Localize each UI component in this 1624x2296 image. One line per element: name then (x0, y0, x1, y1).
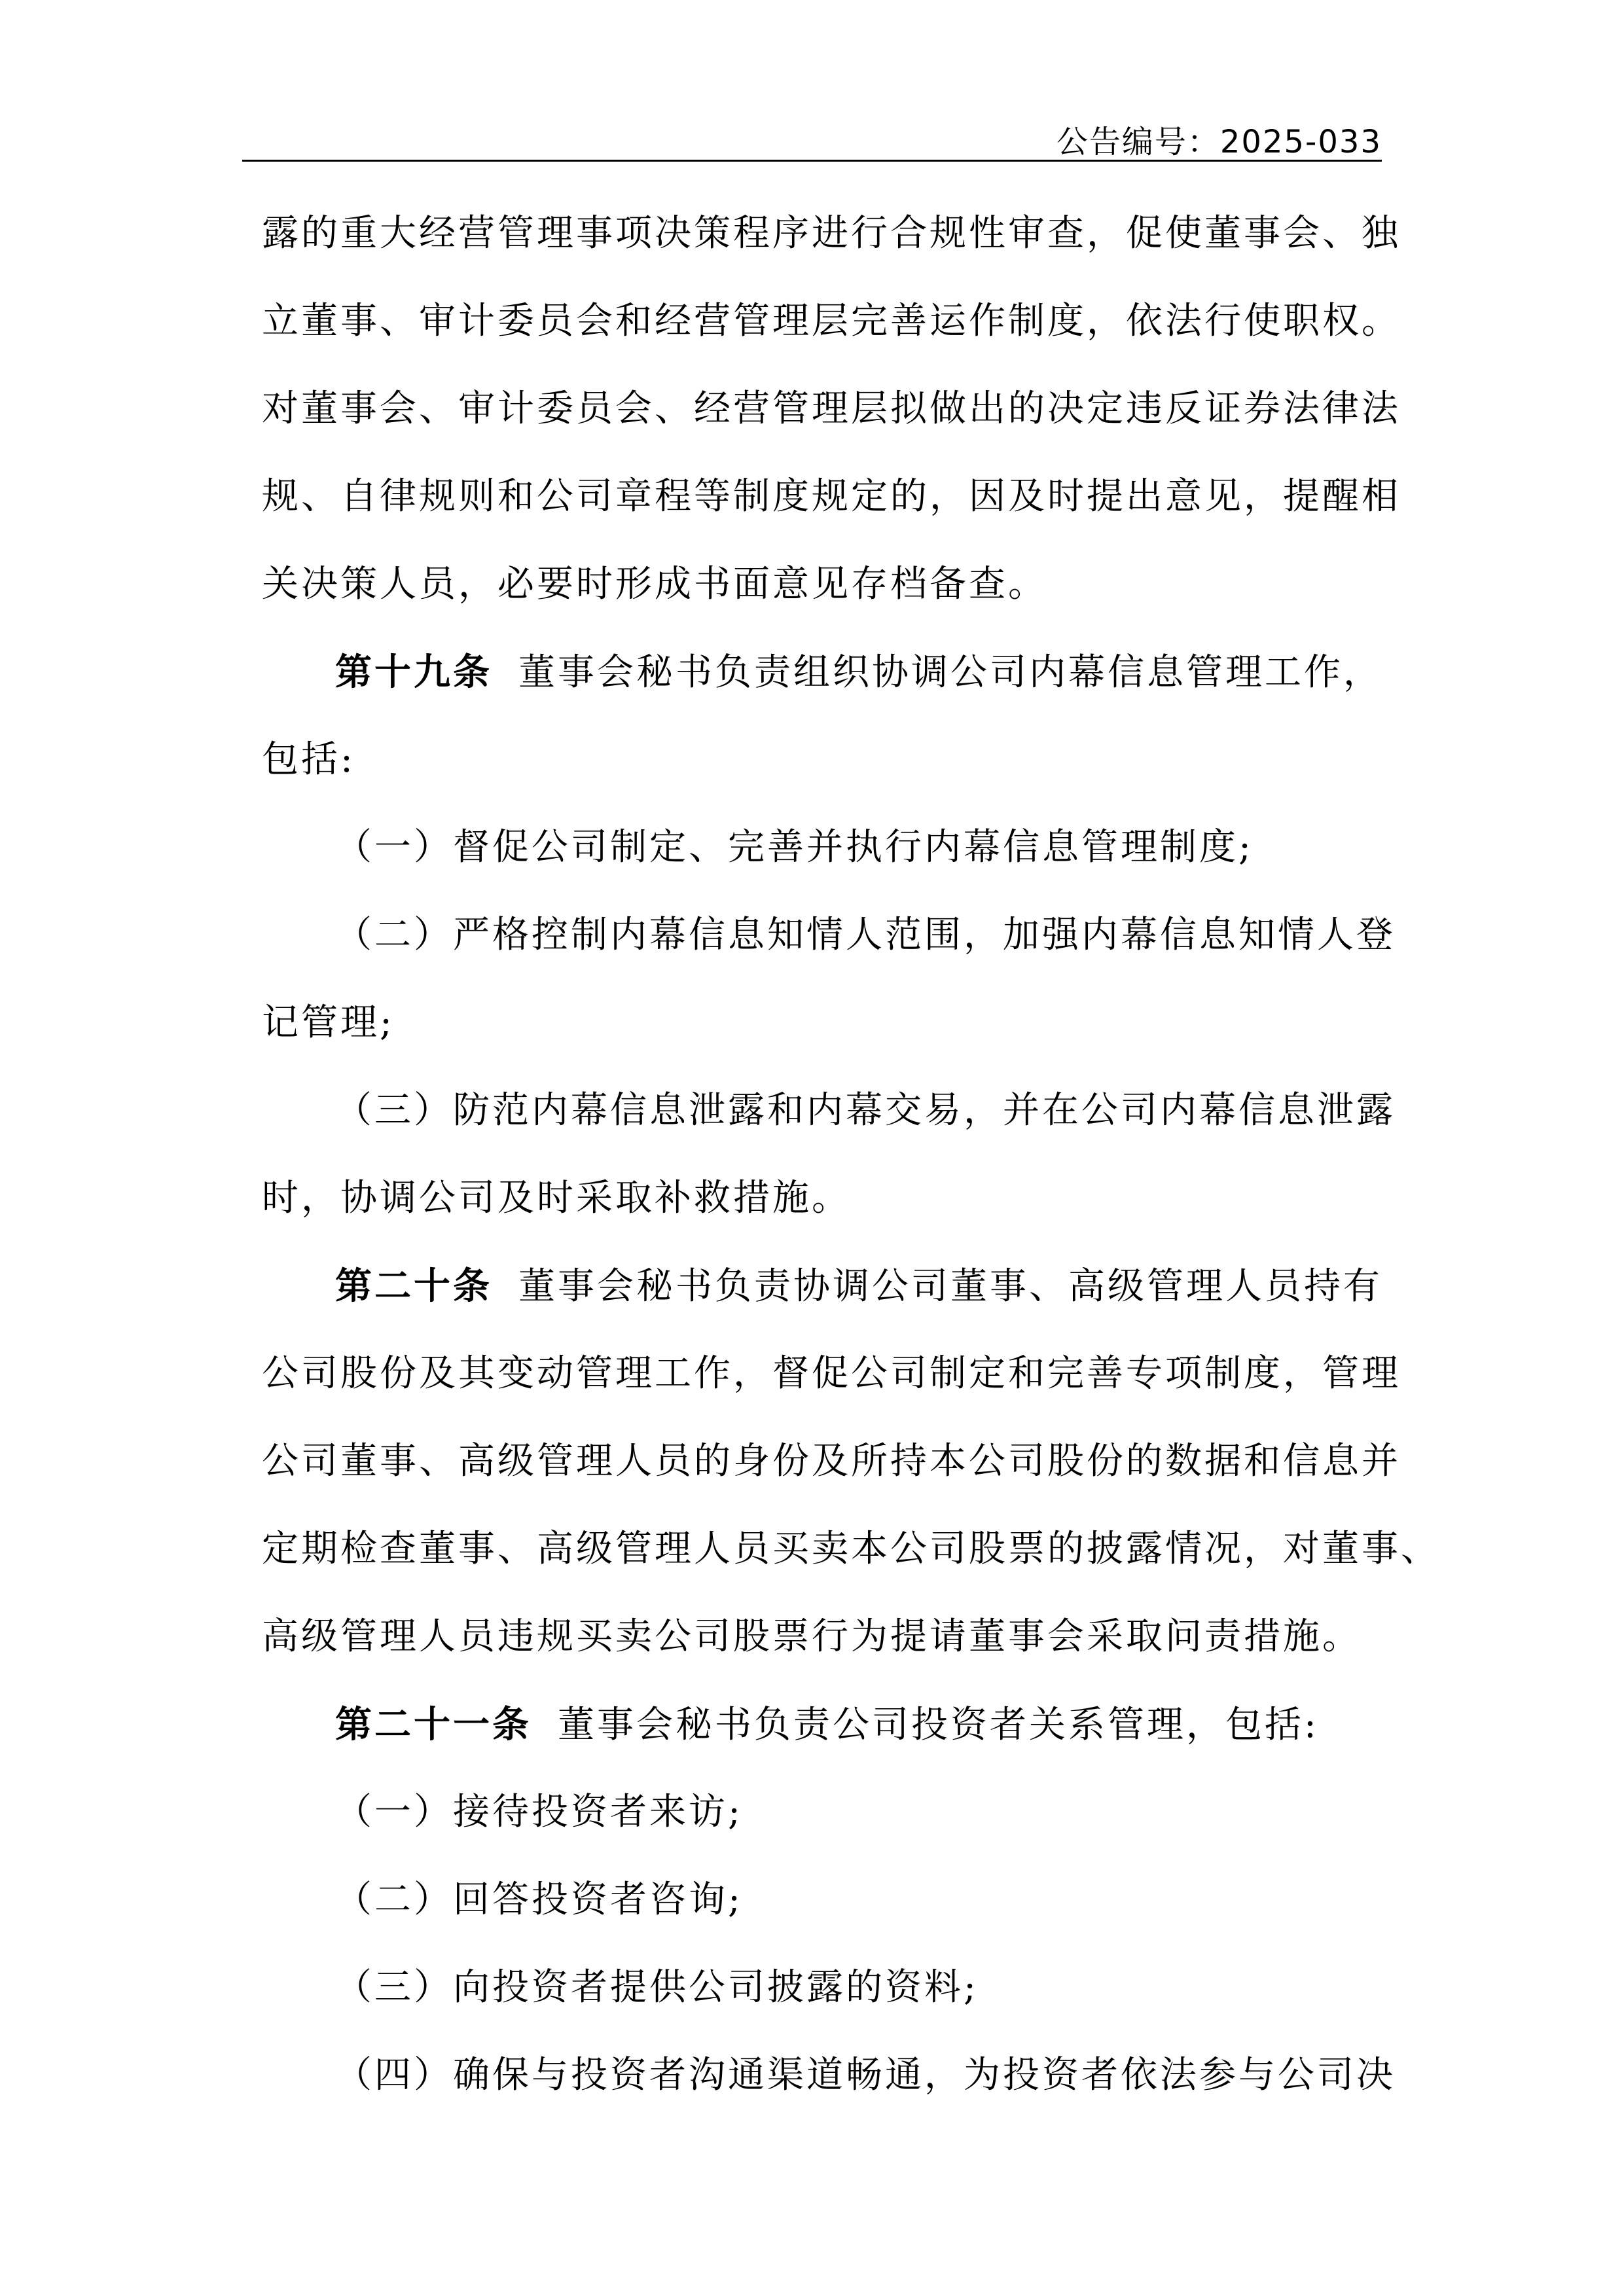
article-21-heading (262, 1681, 1368, 1768)
list-item: （三）防范内幕信息泄露和内幕交易，并在公司内幕信息泄露 (335, 1089, 1396, 1132)
document-body (262, 190, 1440, 2119)
list-item: （二）回答投资者咨询; (335, 1878, 743, 1921)
article-19-heading (262, 628, 1382, 716)
paragraph-line: 关决策人员，必要时形成书面意见存档备查。 (262, 563, 1047, 605)
article-21-label: 第二十一条 (335, 1703, 532, 1746)
paragraph-line: 对董事会、审计委员会、经营管理层拟做出的决定违反证券法律法 (262, 387, 1401, 430)
article-19-label: 第十九条 (335, 651, 492, 694)
article-20-text: 董事会秘书负责协调公司董事、高级管理人员持有 (518, 1265, 1382, 1308)
paragraph-line: 包括: (262, 738, 355, 781)
paragraph-line: 定期检查董事、高级管理人员买卖本公司股票的披露情况，对董事、 (262, 1528, 1440, 1570)
paragraph-line: 时，协调公司及时采取补救措施。 (262, 1177, 851, 1219)
paragraph-line: 高级管理人员违规买卖公司股票行为提请董事会采取问责措施。 (262, 1615, 1362, 1658)
announcement-number: 公告编号：2025-033 (1056, 124, 1382, 160)
paragraph-line: 规、自律规则和公司章程等制度规定的，因及时提出意见，提醒相 (262, 475, 1401, 518)
paragraph-line: 立董事、审计委员会和经营管理层完善运作制度，依法行使职权。 (262, 300, 1401, 342)
article-20-label: 第二十条 (335, 1265, 492, 1308)
paragraph-line: 公司董事、高级管理人员的身份及所持本公司股份的数据和信息并 (262, 1440, 1401, 1482)
list-item: （三）向投资者提供公司披露的资料; (335, 1966, 979, 2009)
list-item: （一）督促公司制定、完善并执行内幕信息管理制度; (335, 826, 1254, 869)
list-item: （一）接待投资者来访; (335, 1791, 743, 1833)
list-item: （二）严格控制内幕信息知情人范围，加强内幕信息知情人登 (335, 914, 1396, 956)
paragraph-line: 公司股份及其变动管理工作，督促公司制定和完善专项制度，管理 (262, 1352, 1401, 1395)
article-19-text: 董事会秘书负责组织协调公司内幕信息管理工作， (518, 651, 1382, 694)
paragraph-line: 记管理; (262, 1001, 395, 1044)
list-item: （四）确保与投资者沟通渠道畅通，为投资者依法参与公司决 (335, 2054, 1396, 2096)
paragraph-line: 露的重大经营管理事项决策程序进行合规性审查，促使董事会、独 (262, 212, 1401, 255)
article-20-heading (262, 1242, 1382, 1330)
article-21-text: 董事会秘书负责公司投资者关系管理，包括: (558, 1704, 1319, 1746)
header-divider (242, 160, 1382, 162)
